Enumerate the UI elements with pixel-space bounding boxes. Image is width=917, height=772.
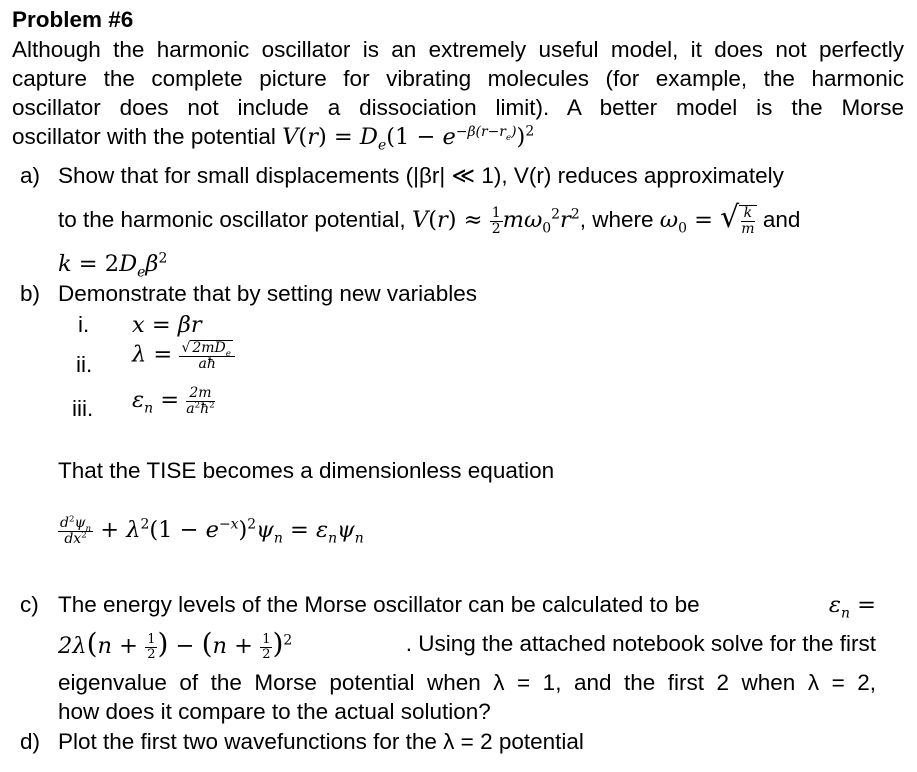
- tise-text: That the TISE becomes a dimensionless equation: [58, 458, 555, 483]
- k-equation: $k = 2D_e\beta^2$: [58, 250, 168, 281]
- part-c-line-3: eigenvalue of the Morse potential when λ = 1, and the first 2 when λ = 2,: [58, 670, 876, 695]
- part-c-line-1-text: The energy levels of the Morse oscillator can be calculated to be: [58, 592, 700, 617]
- part-a-line-2: [58, 196, 800, 242]
- morse-potential-equation: $V(r) = D_e(1 - e^{-\beta(r-r_e)})^2$: [282, 123, 535, 154]
- part-a-line-1-text: Show that for small displacements (|βr| ≪ 1), V(r) reduces approximately: [58, 163, 784, 188]
- part-c-line-1: [58, 592, 876, 622]
- item-i-number: i.: [78, 312, 90, 337]
- intro-line-1: Although the harmonic oscillator is an extremely useful model, it does not perfectly: [12, 37, 904, 62]
- part-a-line-2-text: to the harmonic oscillator potential,: [58, 207, 406, 232]
- energy-eq-rhs: 2λ(n + $\frac{1}{2}$ ) − (n + $\frac{1}{2}$ )$^2$: [58, 627, 293, 662]
- item-ii-number: ii.: [76, 352, 93, 377]
- part-a-line-1: [58, 163, 784, 189]
- part-d-label: d): [20, 729, 41, 754]
- part-b-label: b): [20, 281, 41, 306]
- omega-equation: $\omega_0$ = √ $\frac{k}{m}$: [659, 200, 755, 237]
- part-a-where: , where: [579, 207, 654, 232]
- part-d-text: Plot the first two wavefunctions for the λ = 2 potential: [58, 729, 584, 754]
- problem-title: Problem #6: [12, 7, 134, 32]
- part-b-text: Demonstrate that by setting new variables: [58, 281, 477, 306]
- part-a-and: and: [762, 207, 801, 232]
- part-c-line-2-text: . Using the attached notebook solve for the first: [405, 631, 876, 656]
- part-c-line-4: how does it compare to the actual solution?: [58, 699, 491, 724]
- intro-line-3: oscillator does not include a dissociation limit). A better model is the Morse: [12, 95, 904, 120]
- part-c-line-2: [58, 624, 876, 666]
- item-iii-number: iii.: [72, 396, 94, 421]
- part-c-label: c): [20, 592, 39, 617]
- harmonic-potential-equation: V(r) ≈ $\frac{1}{2}$ $m\omega_0^2r^2$: [411, 204, 580, 237]
- item-i-equation: x = βr: [132, 312, 202, 338]
- energy-eq-lhs: $\varepsilon_n$ =: [828, 592, 876, 622]
- item-iii-equation: $\varepsilon_n$ = $\frac{2m}{a^2ħ^2}$: [132, 385, 215, 417]
- intro-line-4-text: oscillator with the potential: [12, 124, 276, 149]
- intro-line-2: capture the complete picture for vibrating molecules (for example, the harmonic: [12, 66, 904, 91]
- part-a-label: a): [20, 163, 41, 188]
- item-ii-equation: λ = $\frac{√ 2mD_e}{aħ}$: [132, 340, 235, 371]
- tise-equation: $\frac{d^2\psi_n}{dx^2}$ + $\lambda^2(1 - e^{-x})^2\psi_n = \varepsilon_n\psi_n$: [60, 514, 364, 547]
- intro-line-4: [12, 123, 535, 154]
